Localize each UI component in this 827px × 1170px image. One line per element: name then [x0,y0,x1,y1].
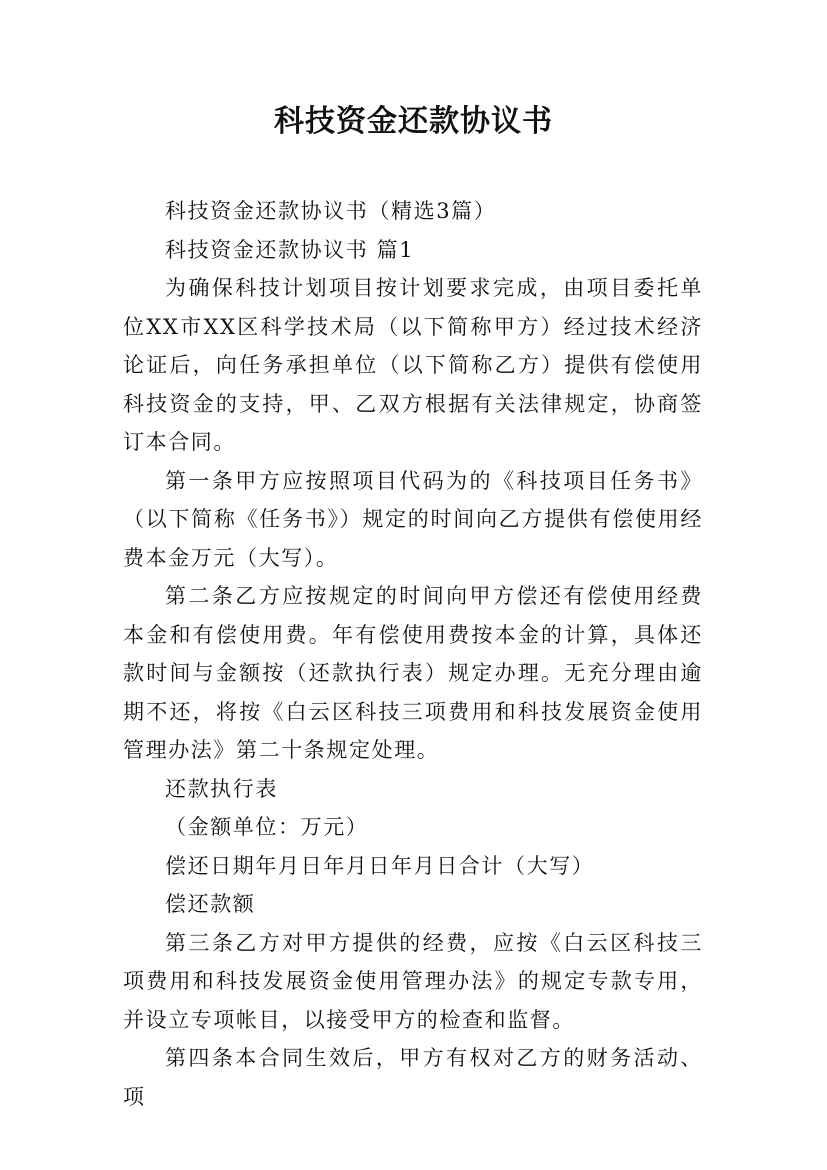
paragraph-table-title: 还款执行表 [165,776,278,801]
document-body [123,192,703,1116]
paragraph-article-heading: 科技资金还款协议书 篇1 [165,237,415,262]
document-title: 科技资金还款协议书 [274,104,553,139]
paragraph-table-unit: （金额单位：万元） [165,815,369,839]
paragraph-preamble: 为确保科技计划项目按计划要求完成，由项目委托单位XX市XX区科学技术局（以下简称甲方）经过技术经济论证后，向任务承担单位（以下简称乙方）提供有偿使用科技资金的支持，甲、乙双方根据有关法律规定，协商签订本合同。 [123,276,703,454]
paragraph-table-header: 偿还日期年月日年月日年月日合计（大写） [165,853,595,878]
paragraph-clause-2: 第二条乙方应按规定的时间向甲方偿还有偿使用经费本金和有偿使用费。年有偿使用费按本金的计算，具体还款时间与金额按（还款执行表）规定办理。无充分理由逾期不还，将按《白云区科技三项费用和科技发展资金使用管理办法》第二十条规定处理。 [123,584,703,762]
paragraph-clause-3: 第三条乙方对甲方提供的经费，应按《白云区科技三项费用和科技发展资金使用管理办法》的规定专款专用，并设立专项帐目，以接受甲方的检查和监督。 [123,930,703,1032]
paragraph-clause-1: 第一条甲方应按照项目代码为的《科技项目任务书》（以下简称《任务书》）规定的时间向乙方提供有偿使用经费本金万元（大写）。 [123,468,703,570]
paragraph-table-row: 偿还款额 [165,892,256,916]
paragraph-subtitle: 科技资金还款协议书（精选3篇） [165,199,497,223]
paragraph-clause-4: 第四条本合同生效后，甲方有权对乙方的财务活动、项 [123,1046,703,1109]
